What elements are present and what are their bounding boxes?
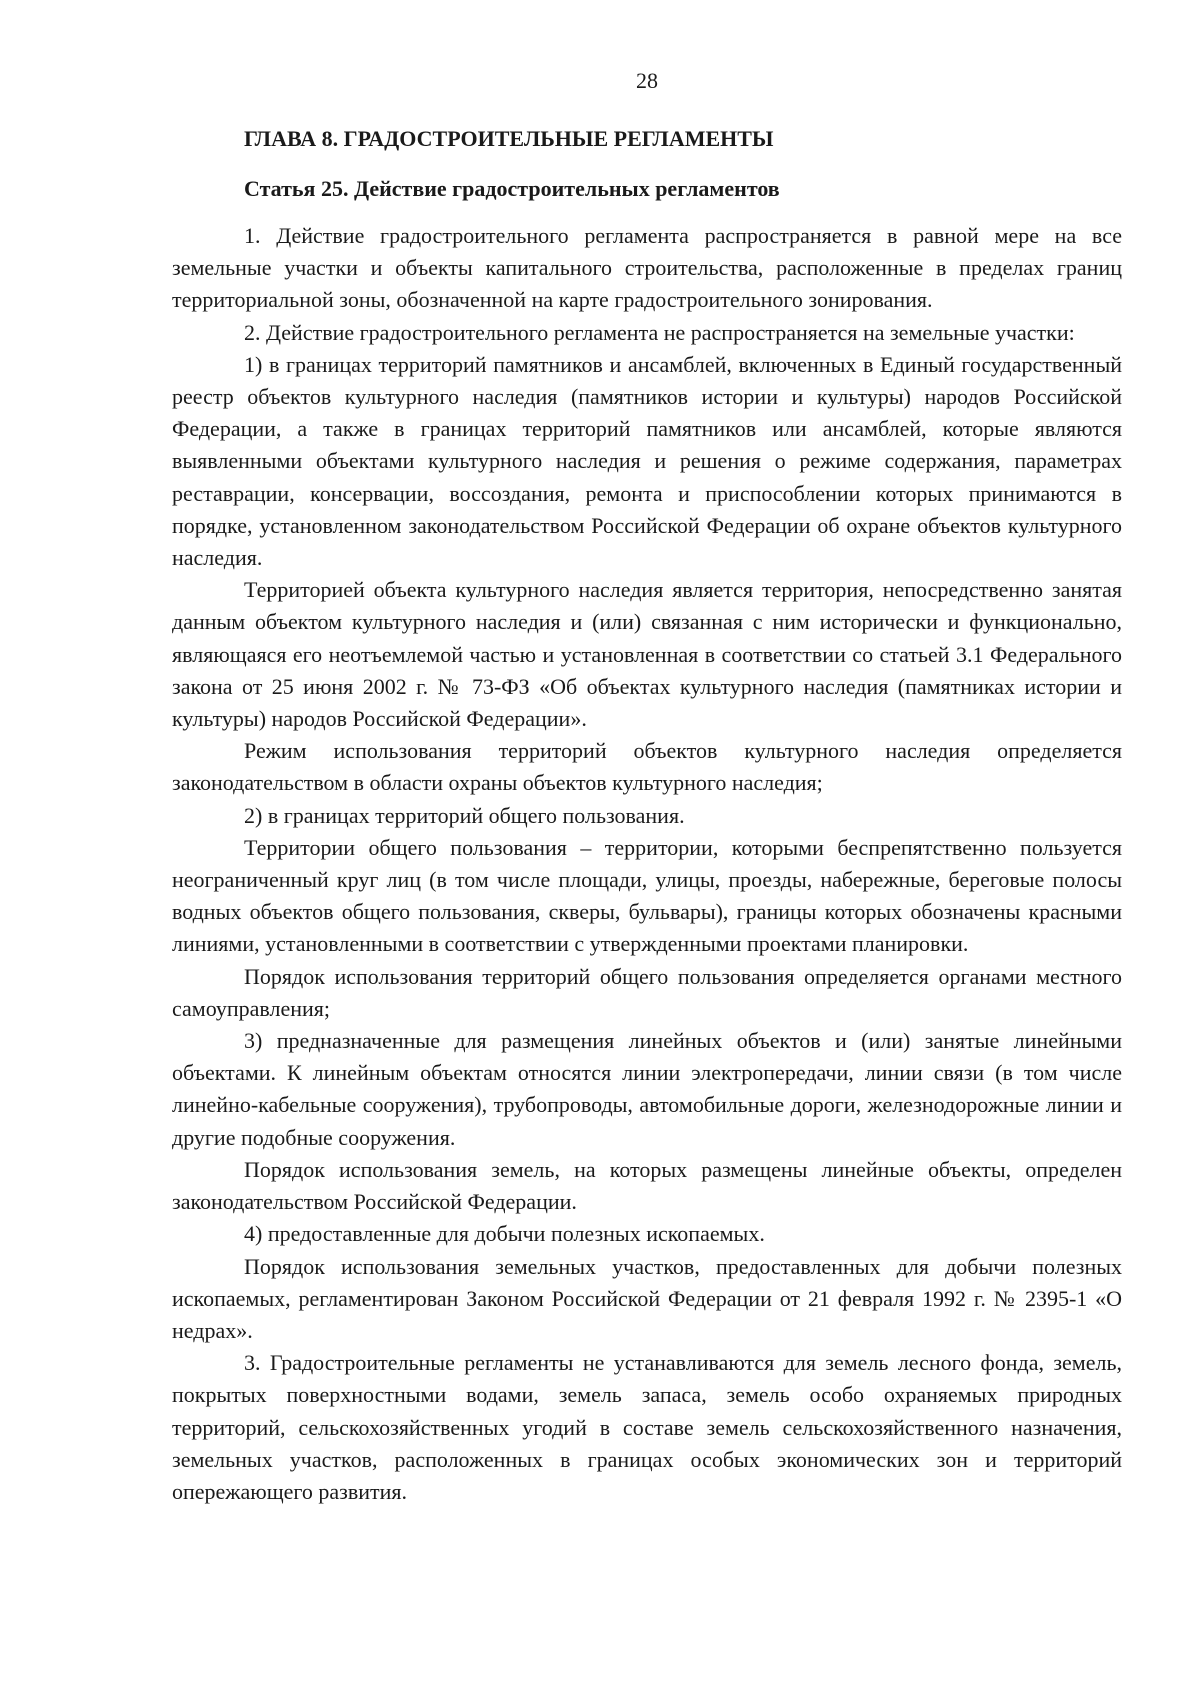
paragraph: Порядок использования земель, на которых размещены линейные объекты, определен законодательством Российской Федерации. <box>172 1156 1122 1215</box>
paragraph: 2. Действие градостроительного регламента не распространяется на земельные участки: <box>244 319 1075 345</box>
paragraph: 3. Градостроительные регламенты не устанавливаются для земель лесного фонда, земель, покрытых поверхностными водами, земель запаса, земель особо охраняемых природных территорий, сельскохозяйственных угодий в составе земель сельскохозяйственного назначения, земельных участков, расположенных в границах особых экономических зон и территорий опережающего развития. <box>172 1350 1122 1504</box>
chapter-title: ГЛАВА 8. ГРАДОСТРОИТЕЛЬНЫЕ РЕГЛАМЕНТЫ <box>244 126 774 151</box>
paragraph: Территорией объекта культурного наследия является территория, непосредственно занятая данным объектом культурного наследия и (или) связанная с ним исторически и функционально, являющаяся его неотъемлемой частью и установленная в соответствии со статьей 3.1 Федерального закона от 25 июня 2002 г. № 73-ФЗ «Об объектах культурного наследия (памятниках истории и культуры) народов Российской Федерации». <box>172 577 1122 732</box>
paragraph: 2) в границах территорий общего пользования. <box>244 802 685 828</box>
paragraph: Режим использования территорий объектов культурного наследия определяется законодательством в области охраны объектов культурного наследия; <box>172 738 1122 796</box>
article-title: Статья 25. Действие градостроительных регламентов <box>244 176 780 201</box>
paragraph: 1. Действие градостроительного регламента распространяется в равной мере на все земельные участки и объекты капитального строительства, расположенные в пределах границ территориальной зоны, обозначенной на карте градостроительного зонирования. <box>172 223 1122 313</box>
paragraph: 1) в границах территорий памятников и ансамблей, включенных в Единый государственный реестр объектов культурного наследия (памятников истории и культуры) народов Российской Федерации, а также в границах территорий памятников или ансамблей, которые являются выявленными объектами культурного наследия и решения о режиме содержания, параметрах реставрации, консервации, воссоздания, ремонта и приспособлении которых принимаются в порядке, установленном законодательством Российской Федерации об охране объектов культурного наследия. <box>172 351 1122 571</box>
page-number: 28 <box>636 68 658 93</box>
paragraph: Порядок использования земельных участков, предоставленных для добычи полезных ископаемых, регламентирован Законом Российской Федерации от 21 февраля 1992 г. № 2395-1 «О недрах». <box>172 1253 1122 1343</box>
paragraph: 4) предоставленные для добычи полезных ископаемых. <box>244 1221 765 1247</box>
document-page <box>172 66 1122 1508</box>
paragraph: Территории общего пользования – территории, которыми беспрепятственно пользуется неограниченный круг лиц (в том числе площади, улицы, проезды, набережные, береговые полосы водных объектов общего пользования, скверы, бульвары), границы которых обозначены красными линиями, установленными в соответствии с утвержденными проектами планировки. <box>172 834 1122 957</box>
paragraph: 3) предназначенные для размещения линейных объектов и (или) занятые линейными объектами. К линейным объектам относятся линии электропередачи, линии связи (в том числе линейно-кабельные сооружения), трубопроводы, автомобильные дороги, железнодорожные линии и другие подобные сооружения. <box>172 1028 1122 1150</box>
paragraph: Порядок использования территорий общего пользования определяется органами местного самоуправления; <box>172 963 1122 1021</box>
